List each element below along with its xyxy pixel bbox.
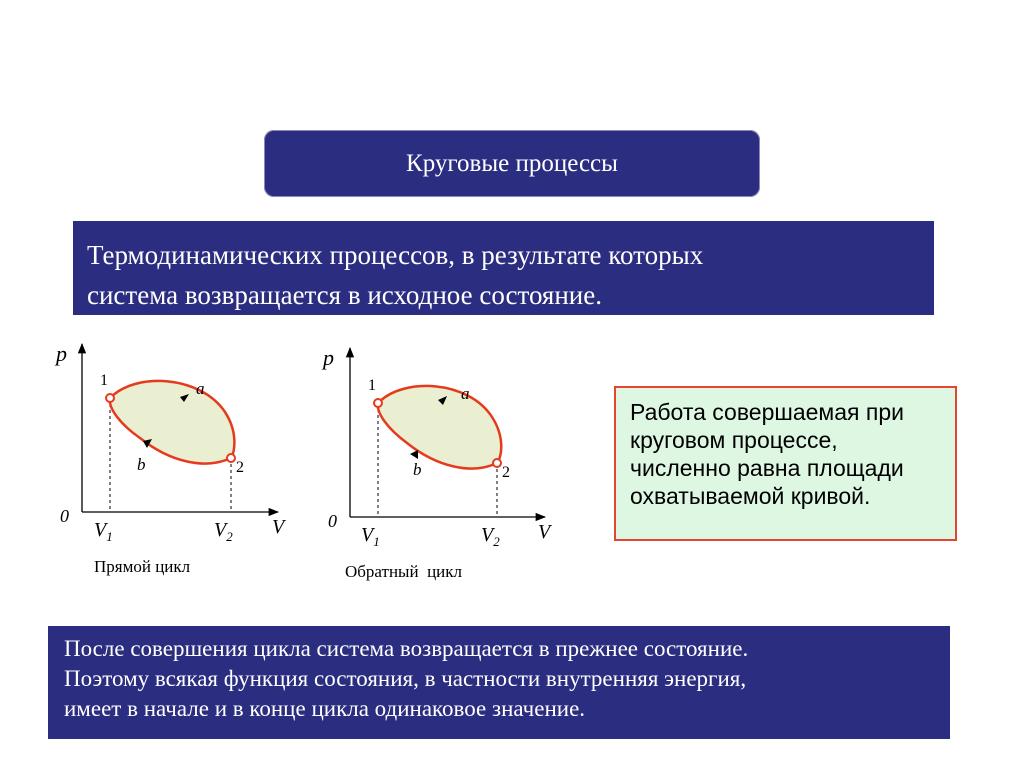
y-axis-label: p (56, 341, 67, 366)
cycle-curve (378, 386, 501, 469)
v1-label: $V_1$ (94, 519, 113, 544)
work-note-line: круговом процессе, (630, 427, 838, 453)
state-point-1 (106, 394, 114, 402)
branch-a-label: a (196, 379, 205, 398)
x-axis-label: V (272, 516, 285, 538)
diagram-caption: Обратный цикл (345, 562, 463, 581)
state-point-2 (493, 459, 501, 467)
point-2-label: 2 (502, 464, 510, 481)
page-title: Круговые процессы (406, 149, 618, 177)
work-note-line: численно равна площади (630, 455, 904, 481)
branch-a-label: a (461, 384, 470, 403)
definition-line: система возвращается в исходное состояние. (87, 280, 602, 310)
diagram-reverse-cycle (321, 345, 553, 581)
origin-label: 0 (60, 506, 69, 526)
v2-label: $V_2$ (214, 519, 233, 544)
v1-label: $V_1$ (361, 524, 380, 549)
y-axis-label: p (323, 345, 334, 370)
branch-b-label: b (137, 455, 146, 474)
conclusion-line: имеет в начале и в конце цикла одинаковое значение. (64, 696, 586, 721)
origin-label: 0 (328, 511, 337, 531)
conclusion-line: Поэтому всякая функция состояния, в частности внутренняя энергия, (64, 666, 747, 691)
point-1-label: 1 (368, 377, 376, 394)
point-1-label: 1 (100, 372, 108, 389)
state-point-2 (227, 454, 235, 462)
cycle-curve (110, 381, 235, 464)
conclusion-box (48, 626, 950, 739)
conclusion-line: После совершения цикла система возвращается в прежнее состояние. (64, 636, 749, 661)
point-2-label: 2 (236, 459, 244, 476)
state-point-1 (374, 399, 382, 407)
definition-line: Термодинамических процессов, в результате которых (87, 240, 704, 270)
arrow-lower-branch (410, 450, 418, 459)
work-note-line: Работа совершаемая при (630, 399, 904, 425)
diagram-caption: Прямой цикл (94, 557, 191, 576)
work-note-box (614, 386, 957, 541)
x-axis-label: V (538, 521, 551, 543)
v2-label: $V_2$ (481, 524, 500, 549)
work-note-line: охватываемой кривой. (630, 483, 871, 509)
branch-b-label: b (413, 460, 422, 479)
diagram-direct-cycle (54, 341, 287, 576)
